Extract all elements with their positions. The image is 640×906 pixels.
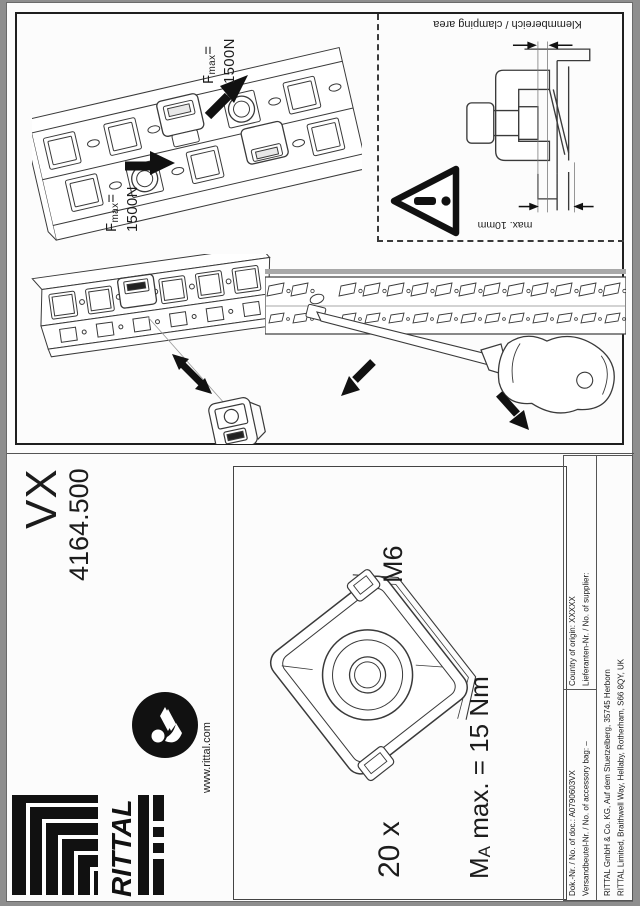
- address-de-line: RITTAL GmbH & Co. KG, Auf dem Stuetzelberg, 35745 Herborn: [603, 669, 612, 896]
- force-label-bottom: $F_{max}=$ 1500N: [103, 186, 141, 232]
- origin-cell: [564, 456, 597, 690]
- fold-line: [7, 453, 634, 454]
- rail-nut-insert-drawing: [29, 254, 284, 444]
- clamp-dimension: max. 10mm: [477, 219, 533, 231]
- website-label: www.rittal.com: [201, 722, 213, 793]
- clamp-caption: Klemmbereich / clamping area: [433, 18, 582, 30]
- quantity-label: 20 x: [373, 821, 406, 878]
- insert-direction-arrow: [172, 354, 212, 394]
- torque-label: $M_A$ max. = 15 Nm: [464, 676, 495, 879]
- instruction-panel: [15, 12, 624, 445]
- rittal-wordmark: RITTAL: [106, 799, 137, 897]
- force-label-top: $F_{max}=$ 1500N: [200, 38, 238, 84]
- sliding-nut-large-drawing: [268, 552, 478, 802]
- clamp-detail-box: [377, 14, 624, 242]
- parts-box: [233, 466, 567, 900]
- address-cell: [598, 456, 633, 900]
- rail-removal-drawing: [265, 266, 626, 444]
- origin-line: Country of origin: XXXXX: [568, 596, 577, 686]
- title-block: [563, 455, 633, 901]
- removal-arrow-left: [341, 362, 373, 396]
- frame-rail-drawing: [32, 44, 362, 242]
- doc-no-line: Dok.-Nr. / No. of doc.: A0790603VX: [568, 770, 577, 896]
- read-manual-icon: [129, 689, 201, 761]
- rittal-logo: [12, 789, 164, 901]
- thread-size-label: M6: [378, 545, 408, 583]
- supplier-line: Lieferanten-Nr. / No. of supplier:: [581, 572, 591, 686]
- sliding-nut-small-drawing: [207, 394, 267, 444]
- document-page: [6, 2, 633, 902]
- product-series-label: VX: [17, 468, 66, 529]
- address-uk-line: RITTAL Limited, Braithwell Way, Hellaby, Rotherham, S66 8QY, UK: [616, 658, 626, 896]
- product-model-label: 4164.500: [64, 468, 94, 581]
- doc-number-cell: [564, 690, 597, 900]
- bag-no-line: Versandbeutel-Nr. / No. of accessory bag: –: [581, 741, 591, 896]
